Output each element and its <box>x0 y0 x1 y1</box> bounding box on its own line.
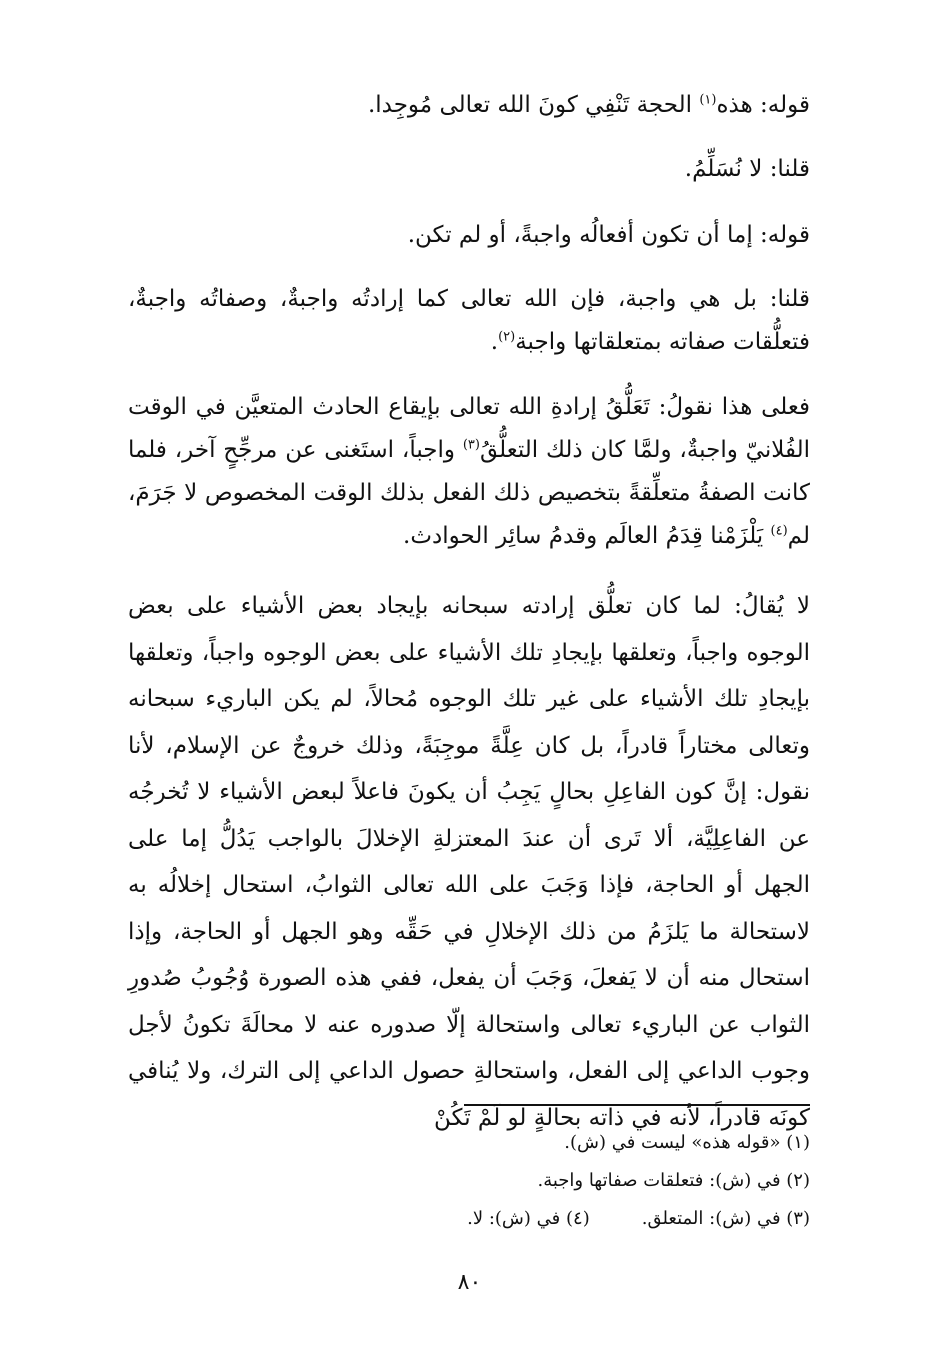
footnote-divider <box>464 1104 810 1106</box>
footnote-ref-3: (٣) <box>462 437 480 453</box>
paragraph-3-text: قوله: إما أن تكون أفعالُه واجبةً، أو لم تكن. <box>407 222 810 248</box>
footnote-4: (٤) في (ش): لا. <box>467 1208 590 1229</box>
footnote-ref-1: (١) <box>699 92 717 108</box>
paragraph-6-text: لا يُقالُ: لما كان تعلُّق إرادته سبحانه بإيجاد بعض الأشياء على بعض الوجوه واجباً، وتعلقها بإيجادِ تلك الأشياء على بعض الوجوه واجباً، وتعلقها بإيجادِ تلك الأشياء على غير تلك الوجوه مُحالاً، لم يكن الباريء سبحانه وتعالى مختاراً قادراً، بل كان عِلَّةً موجِبَةً، وذلك خروجٌ عن الإسلام، لأنا نقول: إنَّ كون الفاعِلِ بحالٍ يَجِبُ أن يكونَ فاعلاً لبعض الأشياء لا تُخرجُه عن الفاعِلِيَّة، ألا تَرى أن عندَ المعتزلةِ الإخلالَ بالواجب يَدُلُّ إما على الجهل أو الحاجة، فإذا وَجَبَ على الله تعالى الثوابُ، استحال إخلالُه به لاستحالة ما يَلزَمُ من ذلك الإخلالِ في حَقِّه وهو الجهل أو الحاجة، وإذا استحال منه أن لا يَفعلَ، وَجَبَ أن يفعل، ففي هذه الصورة وُجُوبُ صُدورِ الثواب عن الباريء تعالى واستحالة إلّا صدوره عنه لا محالَةَ تكونُ لأجل وجوب الداعي إلى الفعل، واستحالةِ حصول الداعي إلى الترك، ولا يُنافي كونَه قادراً، لأنه في ذاته بحالةٍ لو لَمْ تَكُنْ <box>128 593 810 1131</box>
paragraph-1-text-start: قوله: هذه <box>716 92 810 118</box>
footnote-1: (١) «قوله هذه» ليست في (ش). <box>564 1132 810 1153</box>
paragraph-4-text-end: . <box>490 329 499 355</box>
footnote-row-3-4 <box>128 1200 810 1238</box>
paragraph-5 <box>128 386 810 558</box>
footnote-ref-4: (٤) <box>770 523 788 539</box>
paragraph-3 <box>128 214 810 257</box>
paragraph-4 <box>128 278 810 364</box>
paragraph-1 <box>128 84 810 127</box>
paragraph-6 <box>128 583 810 1141</box>
footnote-2: (٢) في (ش): فتعلقات صفاتها واجبة. <box>537 1170 810 1191</box>
paragraph-5-text-part-3: يَلْزَمْنا قِدَمُ العالَم وقدمُ سائِر الحوادث. <box>403 523 771 549</box>
paragraph-1-text-end: الحجة تَنْفِي كونَ الله تعالى مُوجِدا. <box>367 92 700 118</box>
paragraph-5-text-part-2: واجباً، استَغنى عن مرجِّحٍ آخر، فلما كانت الصفةُ متعلِّقةً بتخصيص ذلك الفعل بذلك الوقت المخصوص لا جَرَمَ، لم <box>128 437 810 549</box>
footnote-3: (٣) في (ش): المتعلق. <box>641 1208 810 1229</box>
paragraph-5-text-part-1: فعلى هذا نقولُ: تَعَلُّقُ إرادةِ الله تعالى بإيقاع الحادث المتعيَّن في الوقت الفُلانيّ واجبةٌ، ولمَّا كان ذلك التعلُّقُ <box>128 394 810 463</box>
paragraph-4-text-start: قلنا: بل هي واجبة، فإن الله تعالى كما إرادتُه واجبةٌ، وصفاتُه واجبةٌ، فتعلُّقات صفاته بمتعلقاتها واجبة <box>128 286 810 355</box>
footnotes <box>128 1124 810 1238</box>
footnote-ref-2: (٢) <box>498 329 516 345</box>
page-number: ٨٠ <box>457 1270 482 1295</box>
paragraph-2 <box>128 148 810 191</box>
paragraph-2-text: قلنا: لا نُسَلِّمُ. <box>684 156 810 182</box>
